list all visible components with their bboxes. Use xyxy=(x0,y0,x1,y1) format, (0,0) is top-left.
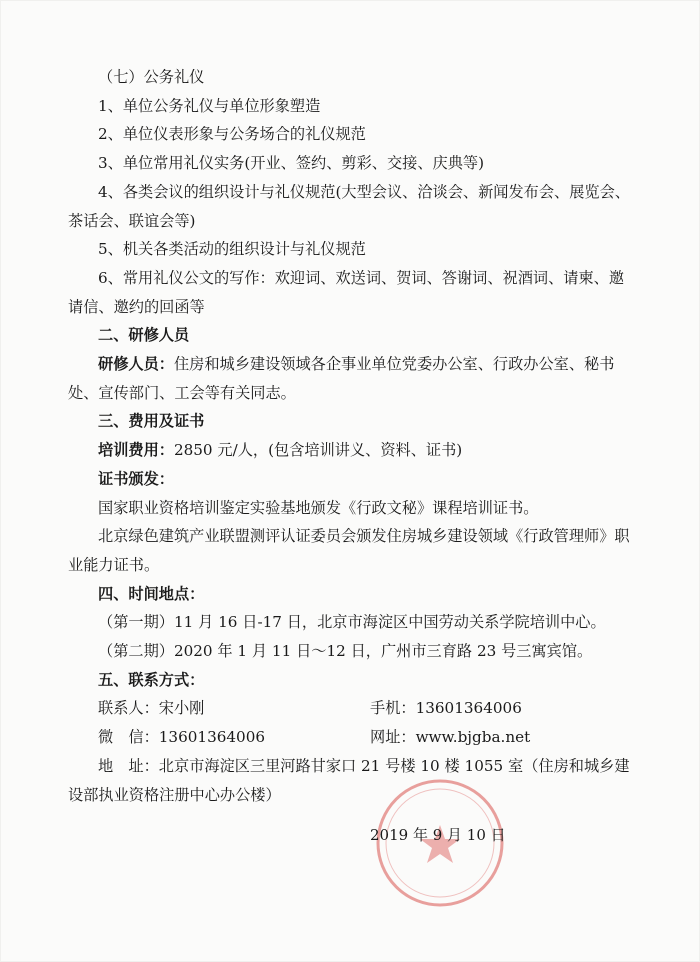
contact-row-2 xyxy=(68,723,638,752)
section7-item-5: 5、机关各类活动的组织设计与礼仪规范 xyxy=(98,240,366,259)
contact-address: 地 址：北京市海淀区三里河路甘家口 21 号楼 10 楼 1055 室（住房和城乡建设部执业资格注册中心办公楼） xyxy=(68,756,630,804)
section7-item-3: 3、单位常用礼仪实务(开业、签约、剪彩、交接、庆典等) xyxy=(98,154,485,173)
cert-line-2: 北京绿色建筑产业联盟测评认证委员会颁发住房城乡建设领域《行政管理师》职业能力证书。 xyxy=(68,527,630,574)
fee-text: 2850 元/人，(包含培训讲义、资料、证书) xyxy=(173,441,463,460)
participants-text: 住房和城乡建设领域各企事业单位党委办公室、行政办公室、秘书处、宣传部门、工会等有关同志。 xyxy=(68,355,615,402)
section7-heading: （七）公务礼仪 xyxy=(98,68,205,86)
contact-person: 联系人：宋小刚 xyxy=(98,699,205,718)
participants-paragraph xyxy=(68,350,638,407)
contact-heading: 五、联系方式： xyxy=(98,670,205,689)
fee-paragraph xyxy=(68,436,638,465)
document-date: 2019 年 9 月 10 日 xyxy=(370,826,506,844)
schedule-session-2: （第二期）2020 年 1 月 11 日～12 日，广州市三育路 23 号三寓宾馆。 xyxy=(98,642,593,661)
section7-item-1: 1、单位公务礼仪与单位形象塑造 xyxy=(98,96,321,115)
cert-line-1: 国家职业资格培训鉴定实验基地颁发《行政文秘》课程培训证书。 xyxy=(98,498,539,517)
fee-label: 培训费用： xyxy=(98,441,174,460)
schedule-session-1: （第一期）11 月 16 日-17 日，北京市海淀区中国劳动关系学院培训中心。 xyxy=(98,613,606,632)
contact-phone: 手机：13601364006 xyxy=(370,699,522,718)
fees-heading: 三、费用及证书 xyxy=(98,412,205,431)
document-body xyxy=(68,63,638,809)
participants-label: 研修人员： xyxy=(98,355,174,374)
schedule-heading: 四、时间地点： xyxy=(98,584,205,603)
contact-wechat: 微 信：13601364006 xyxy=(98,728,266,747)
section7-item-4: 4、各类会议的组织设计与礼仪规范(大型会议、洽谈会、新闻发布会、展览会、茶话会、联谊会等) xyxy=(68,182,630,230)
cert-label: 证书颁发： xyxy=(98,469,174,488)
section7-item-6: 6、常用礼仪公文的写作：欢迎词、欢送词、贺词、答谢词、祝酒词、请柬、邀请信、邀约的回函等 xyxy=(68,268,625,316)
section7-item-2: 2、单位仪表形象与公务场合的礼仪规范 xyxy=(98,125,366,144)
contact-website: 网址：www.bjgba.net xyxy=(370,728,531,747)
contact-row-1 xyxy=(68,694,638,723)
participants-heading: 二、研修人员 xyxy=(98,326,190,345)
